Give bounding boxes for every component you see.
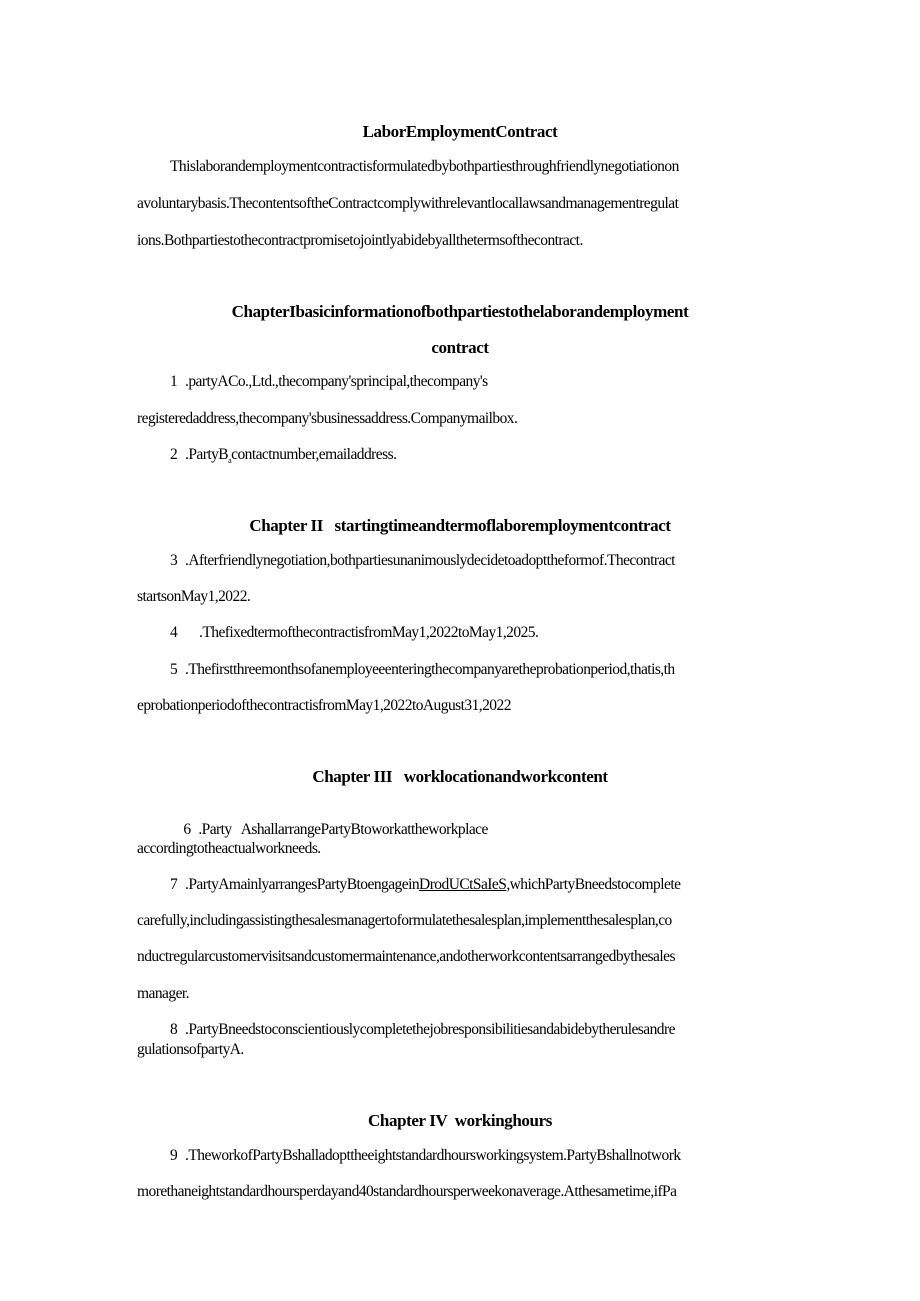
- clause-3-number: 3: [170, 552, 178, 569]
- clause-2: [170, 446, 396, 465]
- clause-7-line-3: nductregularcustomervisitsandcustomermaintenance,andotherworkcontentsarrangedbythesales: [137, 948, 675, 965]
- clause-3: [170, 552, 675, 570]
- chapter-1-title-line-1: ChapterIbasicinformationofbothpartiestothelaborandemployment: [231, 302, 689, 321]
- clause-3-line-2: startsonMay1,2022.: [137, 588, 251, 605]
- clause-5-number: 5: [170, 661, 178, 678]
- clause-8: [170, 1021, 675, 1039]
- clause-1: [170, 373, 488, 391]
- clause-9-text: .TheworkofPartyBshalladopttheeightstandardhoursworkingsystem.PartyBshallnotwork: [185, 1147, 681, 1164]
- clause-6-number: 6: [183, 821, 191, 838]
- clause-9-line-2: morethaneightstandardhoursperdayand40standardhoursperweekonaverage.Atthesametime,ifPa: [137, 1183, 677, 1200]
- clause-5: [170, 661, 675, 679]
- intro-line-2: avoluntarybasis.ThecontentsoftheContractcomplywithrelevantlocallawsandmanagementregulat: [137, 195, 679, 212]
- clause-2-subscript: a: [228, 456, 232, 466]
- clause-7-text-pre: .PartyAmainlyarrangesPartyBtoengagein: [185, 876, 420, 893]
- clause-5-line-2: eprobationperiodofthecontractisfromMay1,2022toAugust31,2022: [137, 697, 511, 714]
- clause-6-line-2: accordingtotheactualworkneeds.: [137, 840, 321, 857]
- clause-4-number: 4: [170, 624, 178, 641]
- clause-1-text: .partyACo.,Ltd.,thecompany'sprincipal,thecompany's: [185, 373, 488, 390]
- clause-6-text: .Party AshallarrangePartyBtoworkattheworkplace: [198, 821, 488, 838]
- clause-5-text: .Thefirstthreemonthsofanemployeeenteringthecompanyaretheprobationperiod,thatis,th: [185, 661, 675, 678]
- clause-7-underlined-term: DrodUCtSaIeS: [419, 876, 507, 893]
- intro-line-1: Thislaborandemploymentcontractisformulatedbybothpartiesthroughfriendlynegotiationon: [170, 158, 679, 175]
- clause-9-number: 9: [170, 1147, 178, 1164]
- clause-7-line-2: carefully,includingassistingthesalesmanagertoformulatethesalesplan,implementthesalesplan,co: [137, 912, 672, 929]
- clause-2-number: 2: [170, 446, 178, 463]
- chapter-1-title-line-2: contract: [431, 338, 489, 357]
- document-title: LaborEmploymentContract: [362, 122, 558, 141]
- clause-8-text: .PartyBneedstoconscientiouslycompletethejobresponsibilitiesandabidebytherulesandre: [185, 1021, 675, 1038]
- clause-8-line-2: gulationsofpartyA.: [137, 1041, 244, 1058]
- clause-8-number: 8: [170, 1021, 178, 1038]
- chapter-3-title: Chapter III worklocationandworkcontent: [312, 767, 608, 786]
- chapter-4-title: Chapter IV workinghours: [368, 1111, 552, 1130]
- clause-7-text-post: ,whichPartyBneedstocomplete: [506, 876, 681, 893]
- clause-7-line-4: manager.: [137, 985, 189, 1002]
- clause-1-number: 1: [170, 373, 178, 390]
- clause-4: [170, 624, 538, 642]
- clause-9: [170, 1147, 681, 1165]
- clause-3-text: .Afterfriendlynegotiation,bothpartiesunanimouslydecidetoadopttheformof.Thecontract: [185, 552, 675, 569]
- clause-1-line-2: registeredaddress,thecompany'sbusinessaddress.Companymailbox.: [137, 410, 518, 427]
- clause-2-text-post: contactnumber,emailaddress.: [231, 446, 397, 463]
- clause-7-number: 7: [170, 876, 178, 893]
- clause-4-text: .ThefixedtermofthecontractisfromMay1,2022toMay1,2025.: [199, 624, 539, 641]
- chapter-2-title: Chapter II startingtimeandtermoflaboremploymentcontract: [249, 516, 671, 535]
- intro-line-3: ions.Bothpartiestothecontractpromisetojointlyabidebyallthetermsofthecontract.: [137, 232, 583, 249]
- clause-2-text-pre: .PartyB: [185, 446, 229, 463]
- clause-7: [170, 876, 680, 894]
